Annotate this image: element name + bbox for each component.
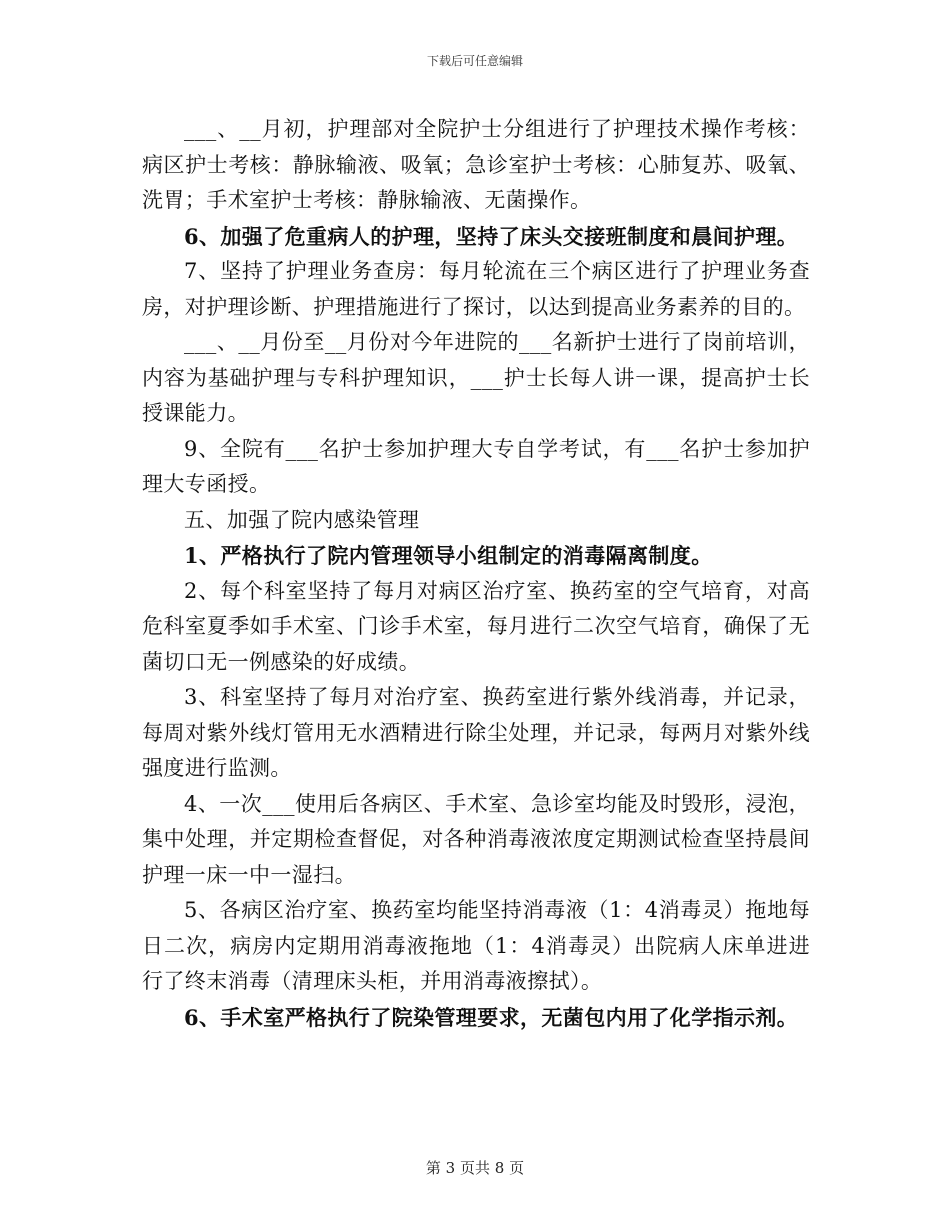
page-footer: 第 3 页共 8 页: [425, 1159, 525, 1177]
paragraph-nursing-rounds: 7、坚持了护理业务查房：每月轮流在三个病区进行了护理业务查房，对护理诊断、护理措施进行了探讨，以达到提高业务素养的目的。: [142, 259, 810, 319]
document-body: [142, 112, 810, 1035]
paragraph-air-culture: 2、每个科室坚持了每月对病区治疗室、换药室的空气培育，对高危科室夏季如手术室、门诊手术室，每月进行二次空气培育，确保了无菌切口无一例感染的好成绩。: [142, 578, 810, 674]
section-heading-infection-control: 五、加强了院内感染管理: [184, 507, 420, 532]
paragraph-disinfection-isolation: 1、严格执行了院内管理领导小组制定的消毒隔离制度。: [184, 543, 713, 568]
paragraph-uv-disinfection: 3、科室坚持了每月对治疗室、换药室进行紫外线消毒，并记录，每周对紫外线灯管用无水酒精进行除尘处理，并记录，每两月对紫外线强度进行监测。: [142, 685, 810, 780]
paragraph-floor-disinfection: 5、各病区治疗室、换药室均能坚持消毒液（1：4消毒灵）拖地每日二次，病房内定期用消毒液拖地（1：4消毒灵）出院病人床单进进行了终末消毒（清理床头柜，并用消毒液擦拭）。: [142, 898, 810, 993]
paragraph-college-exams: 9、全院有___名护士参加护理大专自学考试，有___名护士参加护理大专函授。: [142, 436, 810, 496]
paragraph-nursing-skill-assessment: ___、__月初，护理部对全院护士分组进行了护理技术操作考核：病区护士考核：静脉输液、吸氧；急诊室护士考核：心肺复苏、吸氧、洗胃；手术室护士考核：静脉输液、无菌操作。: [142, 117, 810, 212]
paragraph-critical-patient-care: 6、加强了危重病人的护理，坚持了床头交接班制度和晨间护理。: [184, 223, 799, 249]
paragraph-operating-room: 6、手术室严格执行了院染管理要求，无菌包内用了化学指示剂。: [184, 1004, 799, 1030]
page-header: 下载后可任意编辑: [426, 54, 523, 68]
paragraph-new-nurse-training: ___、__月份至__月份对今年进院的___名新护士进行了岗前培训，内容为基础护理与专科护理知识，___护士长每人讲一课，提高护士长授课能力。: [142, 330, 810, 425]
paragraph-disposable-items: 4、一次___使用后各病区、手术室、急诊室均能及时毁形，浸泡，集中处理，并定期检查督促，对各种消毒液浓度定期测试检查坚持晨间护理一床一中一湿扫。: [142, 791, 810, 887]
